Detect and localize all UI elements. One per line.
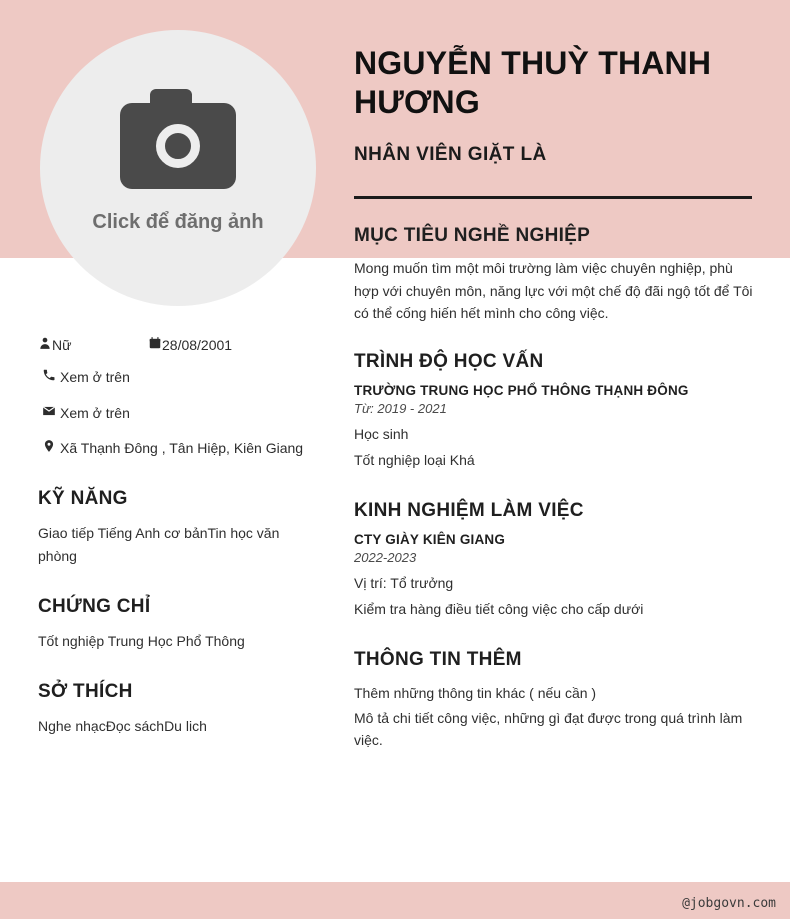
section-experience <box>354 500 754 623</box>
info-gender-value: Nữ <box>52 336 72 353</box>
main-column <box>354 44 754 752</box>
info-row-gender-birthday <box>38 336 308 353</box>
hobbies-body: Nghe nhạcĐọc sáchDu lich <box>38 718 207 735</box>
certificates-body: Tốt nghiệp Trung Học Phổ Thông <box>38 633 245 650</box>
person-icon <box>38 336 52 353</box>
additional-line-1: Thêm những thông tin khác ( nếu cần ) <box>354 684 597 701</box>
education-school: TRƯỜNG TRUNG HỌC PHỔ THÔNG THẠNH ĐÔNG <box>354 383 689 399</box>
section-title-education: TRÌNH ĐỘ HỌC VẤN <box>354 351 544 373</box>
info-birthday <box>148 336 232 353</box>
section-education <box>354 351 754 474</box>
experience-period: 2022-2023 <box>354 549 417 565</box>
experience-company: CTY GIÀY KIÊN GIANG <box>354 531 506 547</box>
experience-line-2: Kiểm tra hàng điều tiết công việc cho cấp dưới <box>354 600 644 617</box>
camera-lens-icon <box>156 124 200 168</box>
watermark: @jobgovn.com <box>682 896 776 911</box>
section-title-objective: MỤC TIÊU NGHỀ NGHIỆP <box>354 225 591 247</box>
header-divider <box>354 196 752 199</box>
section-title-hobbies: SỞ THÍCH <box>38 681 133 703</box>
photo-upload-label: Click để đăng ảnh <box>92 210 264 233</box>
info-row-phone <box>38 367 308 389</box>
info-gender <box>38 336 148 353</box>
mail-icon <box>38 404 60 418</box>
section-title-experience: KINH NGHIỆM LÀM VIỆC <box>354 499 584 521</box>
info-birthday-value: 28/08/2001 <box>162 336 233 353</box>
objective-body: Mong muốn tìm một môi trường làm việc chuyên nghiệp, phù hợp với chuyên môn, năng lực với một chế độ đãi ngộ tốt để Tôi có thể cống hiến hết mình cho công việc. <box>354 260 753 322</box>
section-title-additional: THÔNG TIN THÊM <box>354 648 522 670</box>
experience-line-1: Vị trí: Tổ trưởng <box>354 574 454 591</box>
photo-upload-area[interactable] <box>40 30 316 306</box>
education-line-1: Học sinh <box>354 426 409 443</box>
calendar-icon <box>148 336 162 353</box>
info-address-value: Xã Thạnh Đông , Tân Hiệp, Kiên Giang <box>60 440 304 457</box>
side-column <box>38 336 308 738</box>
info-row-address <box>38 438 308 460</box>
info-email-value: Xem ở trên <box>60 404 130 421</box>
education-period: Từ: 2019 - 2021 <box>354 401 447 417</box>
camera-icon <box>120 103 236 189</box>
section-title-skills: KỸ NĂNG <box>38 488 128 510</box>
section-additional <box>354 649 754 752</box>
education-line-2: Tốt nghiệp loại Khá <box>354 451 475 468</box>
section-objective <box>354 225 754 325</box>
phone-icon <box>38 368 60 382</box>
section-title-certificates: CHỨNG CHỈ <box>38 596 151 618</box>
footer-band <box>0 882 790 919</box>
info-row-email <box>38 403 308 425</box>
skills-body: Giao tiếp Tiếng Anh cơ bảnTin học văn phòng <box>38 525 280 565</box>
info-phone-value: Xem ở trên <box>60 369 130 385</box>
candidate-job-title: NHÂN VIÊN GIẶT LÀ <box>354 144 547 166</box>
location-pin-icon <box>38 439 60 453</box>
additional-line-2: Mô tả chi tiết công việc, những gì đạt được trong quá trình làm việc. <box>354 709 743 749</box>
candidate-name: NGUYỄN THUỲ THANH HƯƠNG <box>354 45 712 121</box>
